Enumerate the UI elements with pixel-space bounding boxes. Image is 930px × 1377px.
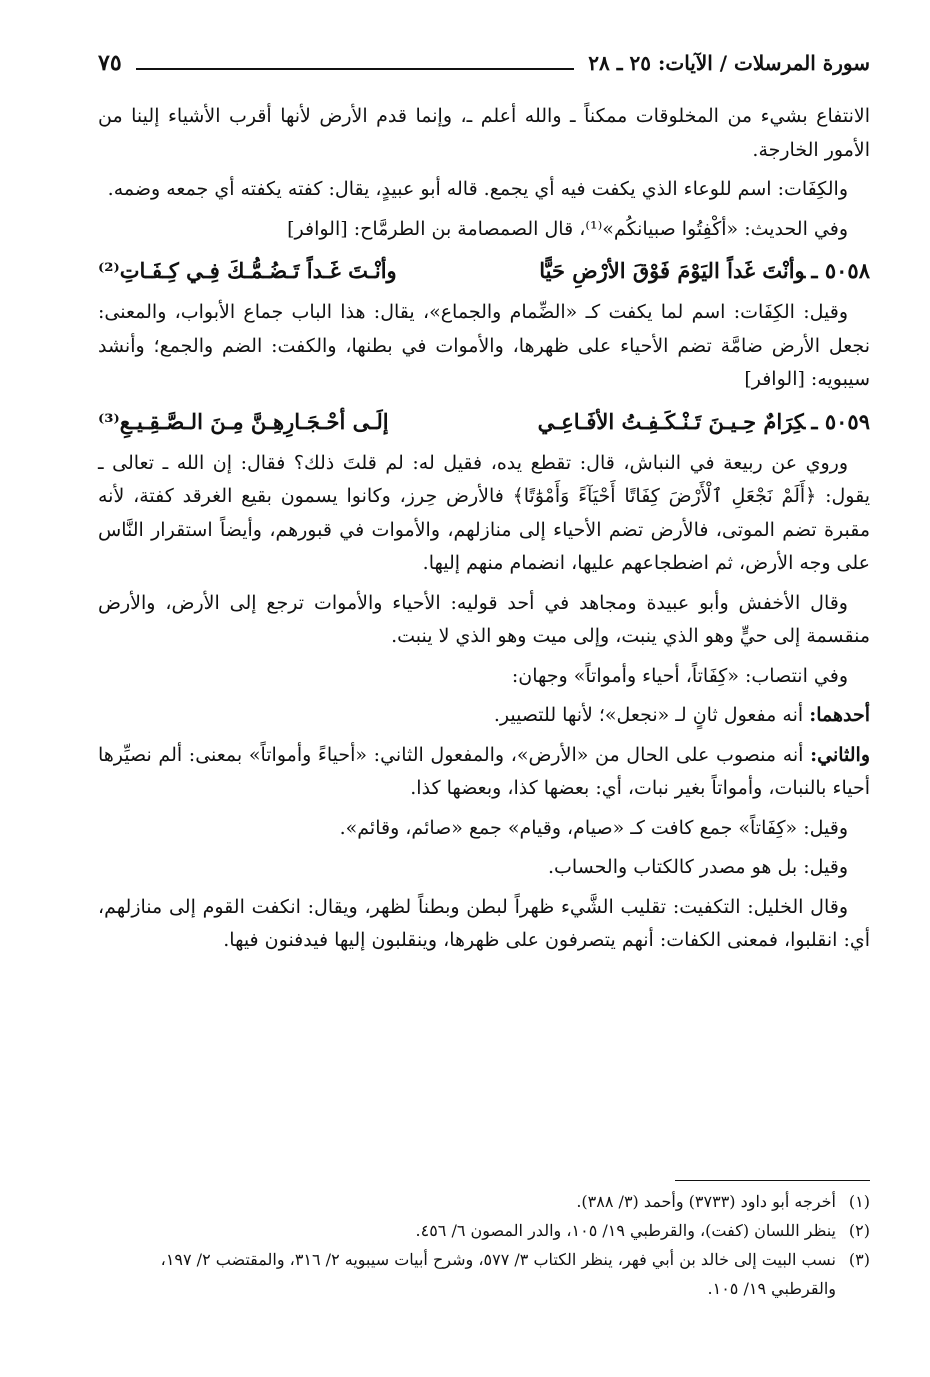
poetry-verse-5059 [98,403,870,441]
main-text [98,100,870,964]
footnote-number: (٢) [848,1221,870,1240]
paragraph-1: الانتفاع بشيء من المخلوقات ممكناً ـ والله أعلم ـ، وإنما قدم الأرض لأنها أقرب الأشياء إلينا من الأمور الخارجة. [98,105,870,161]
second-aspect-label: والثاني: [810,743,870,766]
book-page [98,28,870,1358]
verse-text: وأنْتَ غَداً اليَوْمَ فَوْقَ الأرْضِ حَيًّا [539,258,806,283]
paragraph-11: وقيل: بل هو مصدر كالكتاب والحساب. [548,856,848,878]
verse-text: كِرَامٌ حِـيـنَ تَـنْـكَـفِـتُ الأفَـاعِـي [537,408,806,434]
first-aspect-text: أنه مفعول ثانٍ لـ «نجعل»؛ لأنها للتصيير. [493,704,810,726]
header-rule [136,68,575,70]
second-aspect-text: أنه منصوب على الحال من «الأرض»، والمفعول الثاني: «أحياءً وأمواتاً» بمعنى: ألم نصيِّرها أحياء بالنبات، وأمواتاً بغير نبات، أي: بعضها كذا، وبعضها كذا. [98,743,870,799]
paragraph-4: وقيل: الكِفَات: اسم لما يكفت كـ «الضِّمام والجماع»، يقال: هذا الباب جماع الأبواب، والمعنى: نجعل الأرض ضامَّة تضم الأحياء على ظهرها، والأموات في بطنها، والكفت: الضم والجمع؛ وأنشد سيبويه: [الوافر] [98,301,870,390]
paragraph-5: وروي عن ربيعة في النباش، قال: تقطع يده، فقيل له: لم قلتَ ذلك؟ فقال: إن الله ـ تعالى ـ يقول: ﴿أَلَمْ نَجْعَلِ ٱلْأَرْضَ كِفَاتًا أَحْيَآءً وَأَمْوَٰتًا﴾ فالأرض حِرز، وكانوا يسمون بقيع الغرقد كفتة، لأنه مقبرة تضم الموتى، فالأرض تضم الأحياء إلى منازلهم، والأموات في قبورهم، وأيضاً استقرار النَّاس على وجه الأرض، ثم اضطجاعهم عليها، انضمام منهم إليها. [98,451,870,574]
paragraph-6: وقال الأخفش وأبو عبيدة ومجاهد في أحد قوليه: الأحياء والأموات ترجع إلى الأرض، والأرض منقسمة إلى حيٍّ وهو الذي ينبت، وإلى ميت وهو الذي لا ينبت. [98,591,870,647]
paragraph-9 [98,739,870,806]
poetry-verse-5058 [98,252,870,290]
paragraph-12: وقال الخليل: التكفيت: تقليب الشَّيء ظهراً لبطن وبطناً لظهر، ويقال: انكفت القوم إلى منازلهم، أي: انقلبوا، فمعنى الكفات: أنهم يتصرفون على ظهرها، وينقلبون إليها فيدفنون فيها. [98,895,870,951]
verse-number: ٥٠٥٨ ـ [811,258,870,283]
first-aspect-label: أحدهما: [809,704,870,726]
footnote-3 [98,1245,870,1303]
verse-first-half [539,252,870,290]
paragraph-7: وفي انتصاب: «كِفَاتاً، أحياء وأمواتاً» وجهان: [511,664,848,687]
footnote-number: (١) [848,1192,870,1211]
header-title: سورة المرسلات / الآيات: ٢٥ ـ ٢٨ [588,51,870,75]
footnote-text: نسب البيت إلى خالد بن أبي فهر، ينظر الكتاب ٣/ ٥٧٧، وشرح أبيات سيبويه ٢/ ٣١٦، والمقتضب ٢/ ١٩٧، والقرطبي ١٩/ ١٠٥. [160,1250,836,1298]
paragraph-8 [98,699,870,733]
footnotes [98,1180,870,1303]
verse-second-half: إلَـى أحْـجَـارِهِـنَّ مِـنَ الـصَّـقِـيـعِ⁽³⁾ [98,408,389,434]
page-number: ٧٥ [98,50,122,76]
footnote-number: (٣) [848,1250,870,1269]
paragraph-10: وقيل: «كِفَاتاً» جمع كافت كـ «صيام، وقيام» جمع «صائم، وقائم». [339,816,848,839]
paragraph-3: وفي الحديث: «أكْفِتُوا صبيانكُم»⁽¹⁾، قال الصمصامة بن الطرمَّاح: [الوافر] [287,217,848,240]
footnote-1 [98,1187,870,1216]
paragraph-2: والكِفَات: اسم للوعاء الذي يكفت فيه أي يجمع. قاله أبو عبيدٍ، يقال: كفته يكفته أي جمعه وضمه. [107,178,848,200]
verse-second-half: وأنْـتَ غَـداً تَـضُـمُّـكَ فِـي كِـفَـاتِ⁽²⁾ [98,258,397,283]
footnote-text: ينظر اللسان (كفت)، والقرطبي ١٩/ ١٠٥، والدر المصون ٦/ ٤٥٦. [415,1221,836,1240]
footnote-separator [675,1180,870,1181]
verse-first-half [538,403,870,441]
footnote-text: أخرجه أبو داود (٣٧٣٣) وأحمد (٣/ ٣٨٨). [576,1192,836,1211]
footnote-2 [98,1216,870,1245]
verse-number: ٥٠٥٩ ـ [811,408,870,434]
running-header [98,46,870,80]
